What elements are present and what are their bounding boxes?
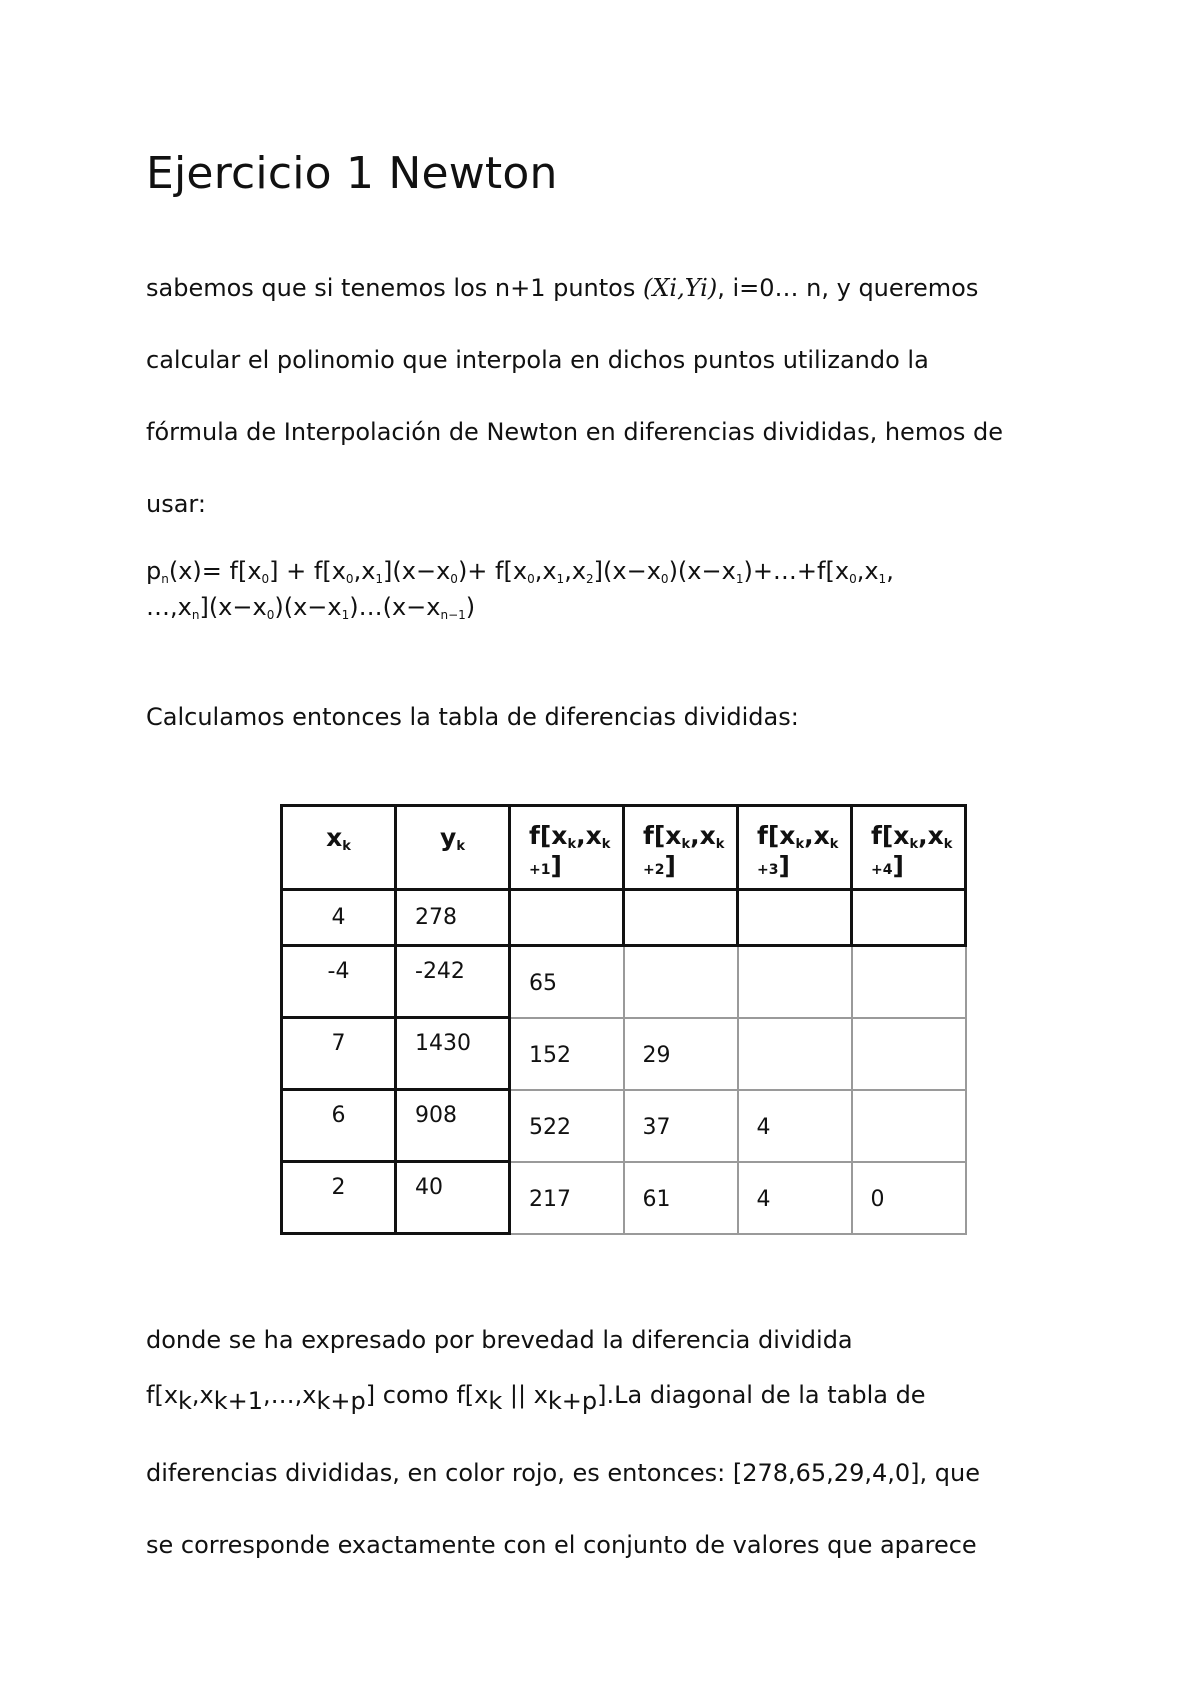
cell-d1 [510,890,624,946]
intro-line-4: usar: [146,490,206,518]
cell-d2 [624,890,738,946]
cell-d1: 522 [510,1090,624,1162]
header-yk: $y_k$ [396,806,510,890]
intro-line-1 [146,274,978,302]
cell-d4: 0 [852,1162,966,1234]
cell-yk: 1430 [396,1018,510,1090]
cell-xk: 4 [282,890,396,946]
outro-line-1: donde se ha expresado por brevedad la diferencia dividida [146,1326,853,1354]
cell-d1: 152 [510,1018,624,1090]
page-title: Ejercicio 1 Newton [146,148,558,199]
cell-d4 [852,1018,966,1090]
header-order-2: $f[x_k,x_k$ +2] [624,806,738,890]
cell-d3: 4 [738,1162,852,1234]
header-order-1: $f[x_k,x_k$ +1] [510,806,624,890]
cell-yk: 908 [396,1090,510,1162]
formula-line-1: $p_n(x)= f[x_0] + f[x_0,x_1](x-x_0)+$ $f[x_0,x_1,x_2](x-x_0)(x-x_1)+\dots+f[x_0,x_1$, [146,557,894,586]
cell-d2: 29 [624,1018,738,1090]
outro-line-2: $f[x_k,x_{k+1},\dots,x_{k+p}]$ como $f[x_k$ || $x_{k+p}].La$ diagonal de la tabla de [146,1381,926,1415]
table-header-row [282,806,966,890]
cell-d2: 37 [624,1090,738,1162]
newton-formula [146,553,894,625]
table-row [282,890,966,946]
outro-line-4: se corresponde exactamente con el conjunto de valores que aparece [146,1531,977,1559]
header-xk: $x_k$ [282,806,396,890]
cell-xk: 2 [282,1162,396,1234]
cell-xk: 7 [282,1018,396,1090]
cell-d1: 65 [510,946,624,1018]
intro-line-3: fórmula de Interpolación de Newton en diferencias divididas, hemos de [146,418,1004,446]
cell-xk: -4 [282,946,396,1018]
cell-yk: -242 [396,946,510,1018]
table-row [282,1162,966,1234]
cell-d4 [852,1090,966,1162]
cell-d2 [624,946,738,1018]
table-row [282,1018,966,1090]
outro-line-3: diferencias divididas, en color rojo, es entonces: [278,65,29,4,0], que [146,1459,980,1487]
cell-d4 [852,890,966,946]
cell-d1: 217 [510,1162,624,1234]
intro-text: , i=0… n, y queremos [717,274,979,302]
cell-d2: 61 [624,1162,738,1234]
intro-text: sabemos que si tenemos los n+1 puntos [146,274,643,302]
cell-yk: 40 [396,1162,510,1234]
cell-d4 [852,946,966,1018]
cell-d3: 4 [738,1090,852,1162]
table-intro: Calculamos entonces la tabla de diferencias divididas: [146,703,799,731]
cell-d3 [738,890,852,946]
divided-differences-table [280,804,967,1235]
table-row [282,1090,966,1162]
header-order-3: $f[x_k,x_k$ +3] [738,806,852,890]
cell-xk: 6 [282,1090,396,1162]
header-order-4: $f[x_k,x_k$ +4] [852,806,966,890]
points-math: (Xi,Yi) [642,274,718,302]
formula-line-2: $\dots,x_n](x-x_0)(x-x_1)\dots(x-x_{n-1})$ [146,593,476,622]
cell-d3 [738,1018,852,1090]
table-row [282,946,966,1018]
cell-d3 [738,946,852,1018]
intro-line-2: calcular el polinomio que interpola en dichos puntos utilizando la [146,346,929,374]
cell-yk: 278 [396,890,510,946]
